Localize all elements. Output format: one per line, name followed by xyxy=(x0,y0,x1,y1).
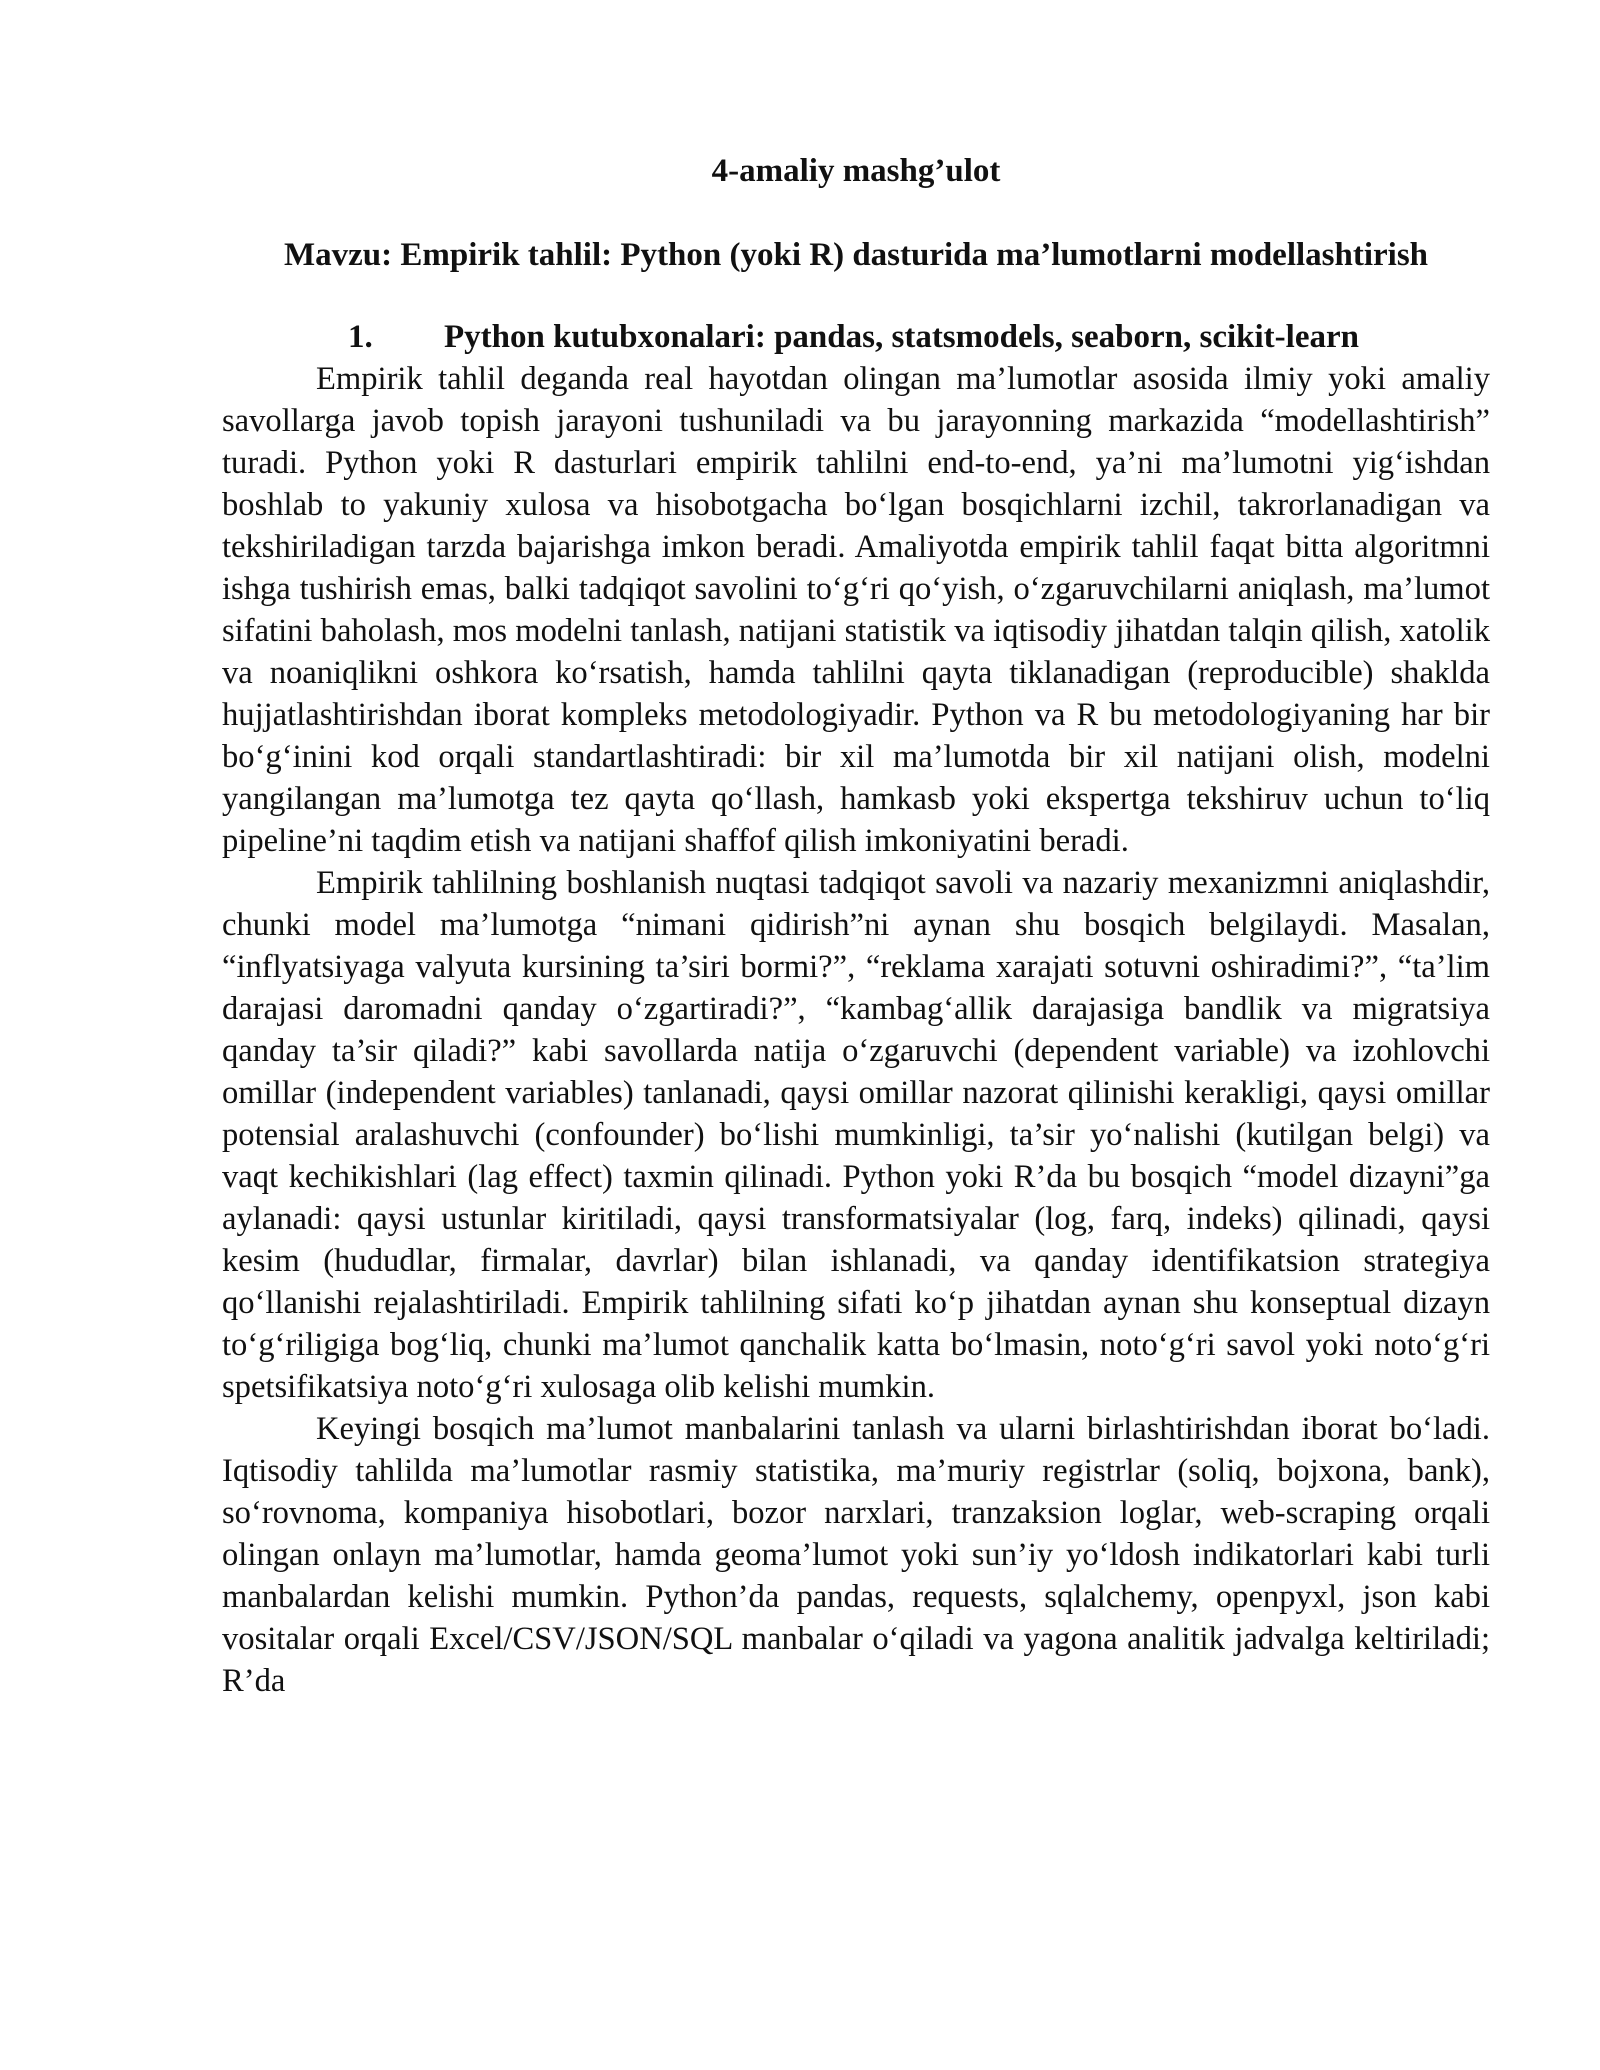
paragraph-3: Keyingi bosqich ma’lumot manbalarini tanlash va ularni birlashtirishdan iborat bo‘ladi. Iqtisodiy tahlilda ma’lumotlar rasmiy statistika, ma’muriy registrlar (soliq, bojxona, bank), so‘rovnoma, kompaniya hisobotlari, bozor narxlari, tranzaksion loglar, web-scraping orqali olingan onlayn ma’lumotlar, hamda geoma’lumot yoki sun’iy yo‘ldosh indikatorlari kabi turli manbalardan kelishi mumkin. Python’da pandas, requests, sqlalchemy, openpyxl, json kabi vositalar orqali Excel/CSV/JSON/SQL manbalar o‘qiladi va yagona analitik jadvalga keltiriladi; R’da xyxy=(222,1411,1490,1699)
section-title: Python kutubxonalari: pandas, statsmodels, seaborn, scikit-learn xyxy=(444,319,1359,355)
document-title: 4-amaliy mashg’ulot xyxy=(711,153,1001,189)
document-page xyxy=(222,150,1490,1702)
document-topic: Mavzu: Empirik tahlil: Python (yoki R) dasturida ma’lumotlarni modellashtirish xyxy=(283,237,1429,273)
paragraph-1: Empirik tahlil deganda real hayotdan olingan ma’lumotlar asosida ilmiy yoki amaliy savollarga javob topish jarayoni tushuniladi va bu jarayonning markazida “modellashtirish” turadi. Python yoki R dasturlari empirik tahlilni end-to-end, ya’ni ma’lumotni yig‘ishdan boshlab to yakuniy xulosa va hisobotgacha bo‘lgan bosqichlarni izchil, takrorlanadigan va tekshiriladigan tarzda bajarishga imkon beradi. Amaliyotda empirik tahlil faqat bitta algoritmni ishga tushirish emas, balki tadqiqot savolini to‘g‘ri qo‘yish, o‘zgaruvchilarni aniqlash, ma’lumot sifatini baholash, mos modelni tanlash, natijani statistik va iqtisodiy jihatdan talqin qilish, xatolik va noaniqlikni oshkora ko‘rsatish, hamda tahlilni qayta tiklanadigan (reproducible) shaklda hujjatlashtirishdan iborat kompleks metodologiyadir. Python va R bu metodologiyaning har bir bo‘g‘inini kod orqali standartlashtiradi: bir xil ma’lumotda bir xil natijani olish, modelni yangilangan ma’lumotga tez qayta qo‘llash, hamkasb yoki ekspertga tekshiruv uchun to‘liq pipeline’ni taqdim etish va natijani shaffof qilish imkoniyatini beradi. xyxy=(222,361,1490,859)
section-heading xyxy=(222,316,1490,358)
paragraph-2: Empirik tahlilning boshlanish nuqtasi tadqiqot savoli va nazariy mexanizmni aniqlashdir, chunki model ma’lumotga “nimani qidirish”ni aynan shu bosqich belgilaydi. Masalan, “inflyatsiyaga valyuta kursining ta’siri bormi?”, “reklama xarajati sotuvni oshiradimi?”, “ta’lim darajasi daromadni qanday o‘zgartiradi?”, “kambag‘allik darajasiga bandlik va migratsiya qanday ta’sir qiladi?” kabi savollarda natija o‘zgaruvchi (dependent variable) va izohlovchi omillar (independent variables) tanlanadi, qaysi omillar nazorat qilinishi kerakligi, qaysi omillar potensial aralashuvchi (confounder) bo‘lishi mumkinligi, ta’sir yo‘nalishi (kutilgan belgi) va vaqt kechikishlari (lag effect) taxmin qilinadi. Python yoki R’da bu bosqich “model dizayni”ga aylanadi: qaysi ustunlar kiritiladi, qaysi transformatsiyalar (log, farq, indeks) qilinadi, qaysi kesim (hududlar, firmalar, davrlar) bilan ishlanadi, va qanday identifikatsion strategiya qo‘llanishi rejalashtiriladi. Empirik tahlilning sifati ko‘p jihatdan aynan shu konseptual dizayn to‘g‘riligiga bog‘liq, chunki ma’lumot qanchalik katta bo‘lmasin, noto‘g‘ri savol yoki noto‘g‘ri spetsifikatsiya noto‘g‘ri xulosaga olib kelishi mumkin. xyxy=(222,865,1490,1405)
section-number: 1. xyxy=(348,319,373,355)
